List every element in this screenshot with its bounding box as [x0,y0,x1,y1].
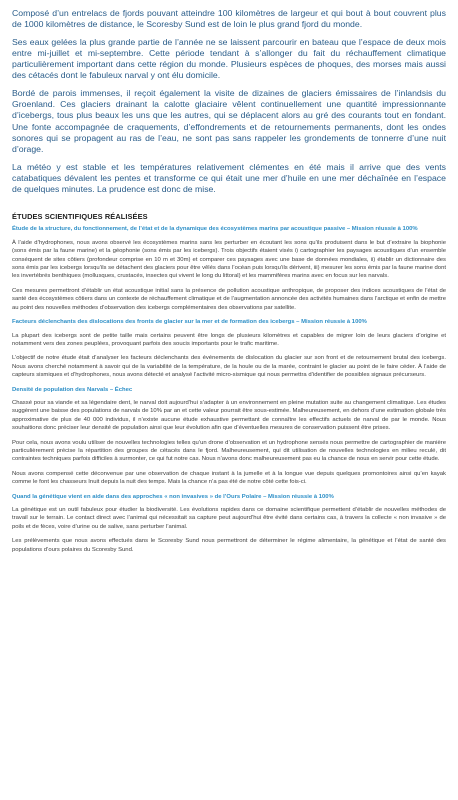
intro-paragraph: La météo y est stable et les températures relativement clémentes en été mais il arrive que des vents catabatiques dévalent les pentes et transforme ce qui était une mer d’huile en une mer déchaînée en l’espace de quelques minutes. La prudence est donc de mise. [12,161,446,195]
study-paragraph: Ces mesures permettront d’établir un état acoustique initial sans la présence de pollution acoustique anthropique, de proposer des indices acoustiques de l’état de santé des écosystèmes côtiers dans un contexte de réchauffement climatique et de l’augmentation annoncée des activités humaines dans l’arctique et enfin de mettre au point des nouvelles méthodes d’observation des icebergs complémentaires des observations par satellite. [12,287,446,311]
section-heading: ÉTUDES SCIENTIFIQUES RÉALISÉES [12,212,148,222]
study-paragraph: Chassé pour sa viande et sa légendaire dent, le narval doit aujourd’hui s’adapter à un environnement en pleine mutation suite au changement climatique. Les études suggèrent une baisse des populations de narvals de 10% par an et cette valeur pourrait être sous-estimée. Malheureusement, en dehors d’une estimation globale très approximative de plus de 40 000 individus, il n’existe aucune étude exhaustive permettant de connaître les effectifs actuels de narval de par le monde. Nous souhaitions donc préciser leur densité de population ainsi que leur évolution afin que d’éventuelles mesures de conservation puissent être prises. [12,399,446,432]
study-block [12,225,446,312]
study-paragraph: Pour cela, nous avons voulu utiliser de nouvelles technologies telles qu’un drone d’observation et un hydrophone sensés nous permettre de cartographier de manière particulièrement précise la répartition des groupes de cétacés dans le fjord. Malheureusement, qui dit utilisation de nouvelles technologies en milieu reculé, dit contraintes techniques parfois difficiles à surmonter, ce qui fut notre cas. Nous n’avons donc malheureusement pas eu la chance de nous en servir pour cette étude. [12,439,446,463]
study-title: Facteurs déclenchants des dislocations des fronts de glacier sur la mer et de formation des icebergs – Mission réussie à 100% [12,319,367,326]
study-paragraph: La génétique est un outil fabuleux pour étudier la biodiversité. Les évolutions rapides dans ce domaine scientifique permettent d’établir de nouvelles méthodes de travail sur le terrain. Le contact direct avec l’animal qui nécessitait sa capture peut aujourd’hui être évité dans certains cas, à travers la collecte « non invasive » de poils et de fèces, voire d’urine ou de salive, sans perturber l’animal. [12,507,446,530]
study-paragraph: Les prélèvements que nous avons effectués dans le Scoresby Sund nous permettront de déterminer le régime alimentaire, la génétique et l’état de santé des populations d’ours polaires du Scoresby Sund. [12,538,446,553]
study-block [12,493,446,554]
study-title: Étude de la structure, du fonctionnement, de l’état et de la dynamique des écosystèmes marins par acoustique passive – Mission réussie à 100% [12,226,418,233]
study-block [12,386,446,487]
intro-paragraph: Bordé de parois immenses, il reçoit également la visite de dizaines de glaciers émissaires de l’inlandsis du Groenland. Ces glaciers drainant la calotte glaciaire vêlent continuellement une quantité impressionnante d’icebergs, tous plus beaux les uns que les autres, qui se déplacent alors au gré des courants tout en fondant. Une fonte accompagnée de craquements, d’effondrements et de retournements permanents, dont les ondes sonores qui se propagent au ras de l’eau, ne sont pas sans rappeler les grondements de tonnerre d’une nuit d’orage. [12,87,446,155]
study-paragraph: L’objectif de notre étude était d’analyser les facteurs déclenchants des événements de dislocation du glacier sur son front et de retournement brutal des icebergs. Nous avons cherché notamment à savoir qui de la variabilité de la température, de la houle ou de la marée, contraint le glacier au point de le faire céder. À l’aide de capteurs sismiques et d’hydrophones, nous avons détecté et analysé l’activité micro-sismique qui nous permettra d’identifier de possibles signaux précurseurs. [12,355,446,379]
study-block [12,318,446,379]
study-paragraph: À l’aide d’hydrophones, nous avons observé les écosystèmes marins sans les perturber en écoutant les sons qu’ils produisent dans le but d’extraire la biophonie (sons émis par la faune marine) et la géophonie (sons émis par les icebergs). Trois objectifs étaient visés i) cartographier les paysages acoustiques d’un ensemble conséquent de sites côtiers (profondeur comprise en 10 m et 30m) et comparer ces paysages avec une base de données mondiales, ii) établir un dictionnaire des sons émis par les icebergs lorsqu’ils se détachent des glaciers pour être vêlés dans l’océan puis lorsqu’ils dérivent, iii) mesurer les sons émis par la faune marine dont les invertébrés benthiques (mollusques, crustacés, insectes qui vivent le long du littoral) et les mammifères marins avec en focus sur les narvals. [12,239,446,280]
study-paragraph: Nous avons compensé cette déconvenue par une observation de chaque instant à la jumelle et à la longue vue depuis quelques promontoires ainsi qu’en kayak comme le font les chasseurs Inuit depuis la nuit des temps. Mais la chance n’a pas été de notre côté cette fois-ci. [12,470,446,486]
intro-section [12,8,446,195]
intro-paragraph: Composé d’un entrelacs de fjords pouvant atteindre 100 kilomètres de largeur et qui bout à bout couvrent plus de 1000 kilomètres de distance, le Scoresby Sund est de loin le plus grand fjord du monde. [12,8,446,30]
study-paragraph: La plupart des icebergs sont de petite taille mais certains peuvent être longs de plusieurs kilomètres et capables de migrer loin de leurs glaciers d’origine et notamment vers des zones peuplées, provoquant parfois des soucis importants pour le trafic maritime. [12,332,446,347]
study-title: Quand la génétique vient en aide dans des approches « non invasives » de l’Ours Polaire – Mission réussie à 100% [12,493,334,500]
study-title: Densité de population des Narvals – Échec [12,386,133,393]
intro-paragraph: Ses eaux gelées la plus grande partie de l’année ne se laissent parcourir en bateau que l’espace de deux mois entre mi-juillet et mi-septembre. Cette période tendant à s’allonger du fait du réchauffement climatique particulièrement important dans cette région du monde. Plusieurs espèces de phoques, des morses mais aussi des cétacés dont le fabuleux narval y ont élu domicile. [12,36,446,81]
